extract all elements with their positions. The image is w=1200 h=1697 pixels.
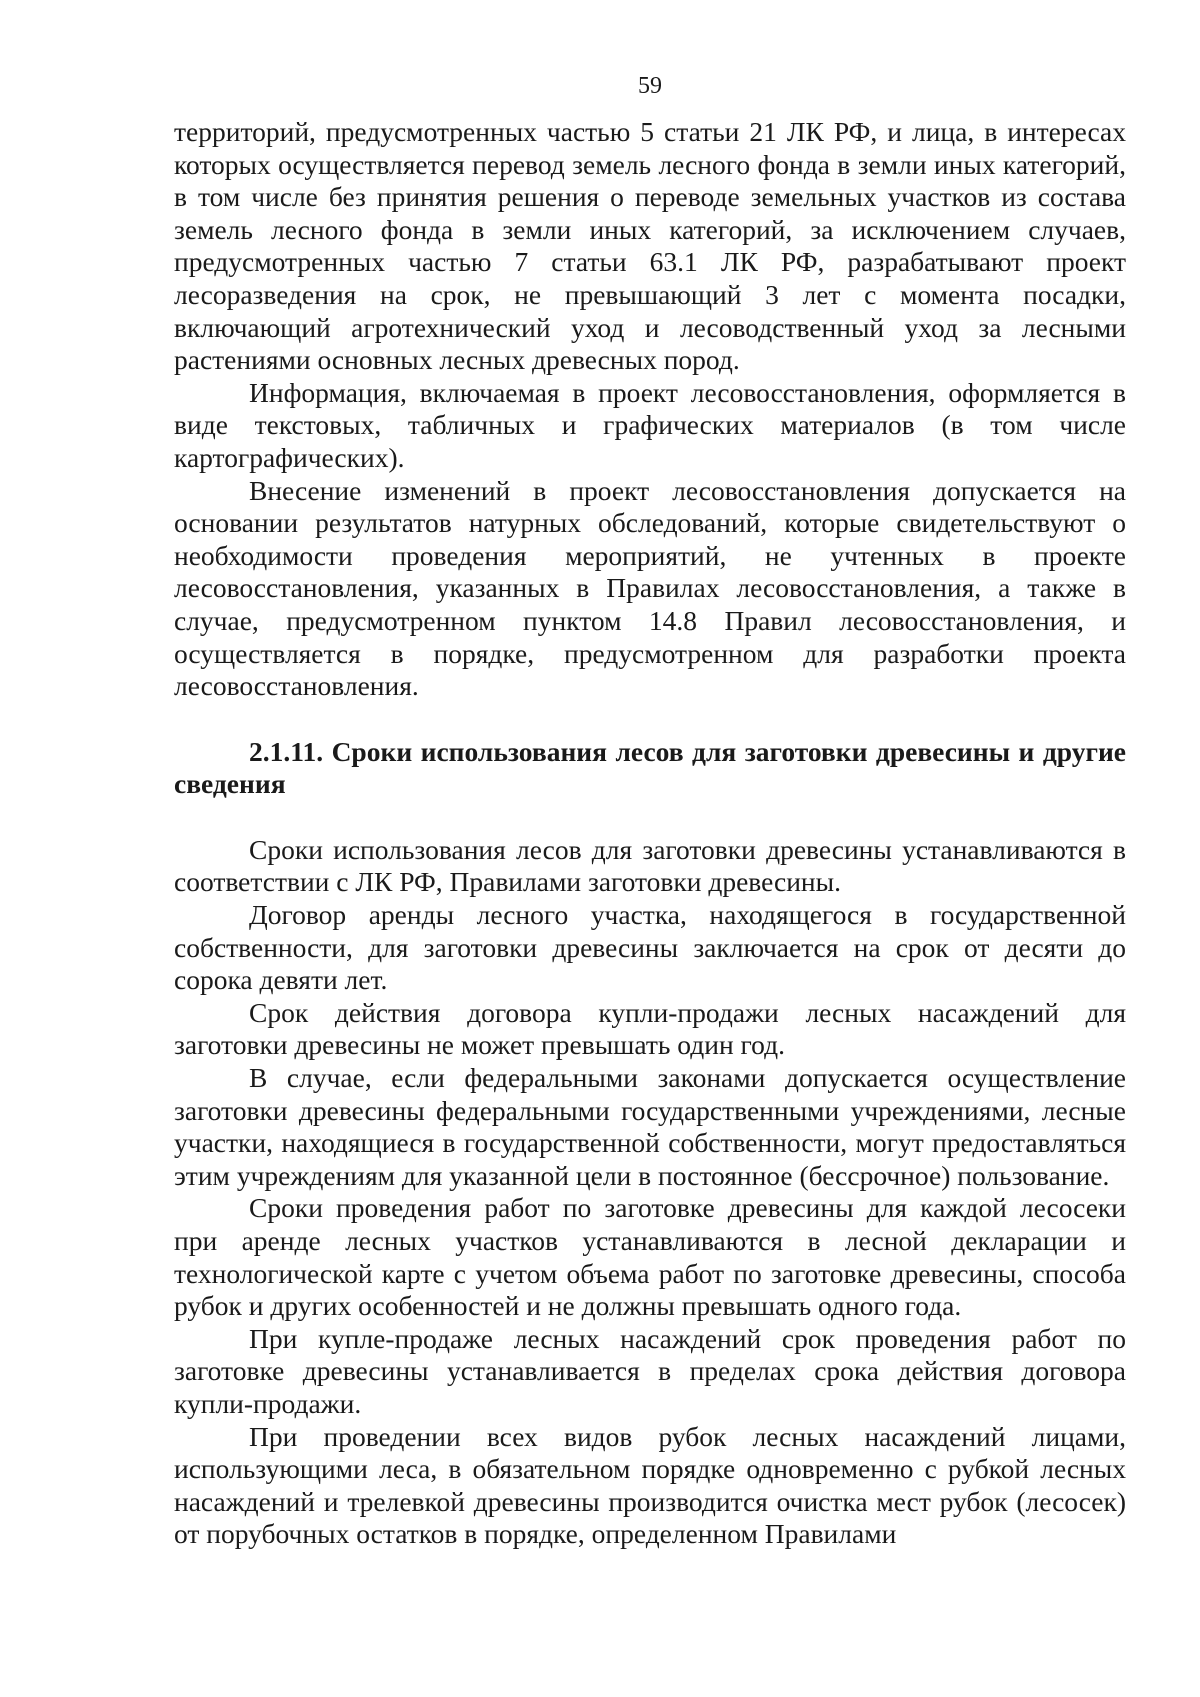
paragraph: Сроки проведения работ по заготовке древесины для каждой лесосеки при аренде лесных участков устанавливаются в лесной декларации и технологической карте с учетом объема работ по заготовке древесины, способа рубок и других особенностей и не должны превышать одного года. [174,1192,1126,1322]
paragraph: В случае, если федеральными законами допускается осуществление заготовки древесины федеральными государственными учреждениями, лесные участки, находящиеся в государственной собственности, могут предоставляться этим учреждениям для указанной цели в постоянное (бессрочное) пользование. [174,1062,1126,1191]
paragraph: Договор аренды лесного участка, находящегося в государственной собственности, для заготовки древесины заключается на срок от десяти до сорока девяти лет. [174,899,1126,996]
paragraph: Информация, включаемая в проект лесовосстановления, оформляется в виде текстовых, табличных и графических материалов (в том числе картографических). [174,376,1126,473]
paragraph: Срок действия договора купли-продажи лесных насаждений для заготовки древесины не может превышать один год. [174,996,1126,1061]
section-heading: 2.1.11. Сроки использования лесов для заготовки древесины и другие сведения [174,735,1126,800]
paragraph: Сроки использования лесов для заготовки древесины устанавливаются в соответствии с ЛК РФ, Правилами заготовки древесины. [174,833,1126,898]
paragraph: Внесение изменений в проект лесовосстановления допускается на основании результатов натурных обследований, которые свидетельствуют о необходимости проведения мероприятий, не учтенных в проекте лесовосстановления, указанных в Правилах лесовосстановления, а также в случае, предусмотренном пунктом 14.8 Правил лесовосстановления, и осуществляется в порядке, предусмотренном для разработки проекта лесовосстановления. [174,474,1126,702]
spacer [174,801,1126,834]
document-body [174,116,1126,1551]
paragraph-continuation: территорий, предусмотренных частью 5 статьи 21 ЛК РФ, и лица, в интересах которых осуществляется перевод земель лесного фонда в земли иных категорий, в том числе без принятия решения о переводе земельных участков из состава земель лесного фонда в земли иных категорий, за исключением случаев, предусмотренных частью 7 статьи 63.1 ЛК РФ, разрабатывают проект лесоразведения на срок, не превышающий 3 лет с момента посадки, включающий агротехнический уход и лесоводственный уход за лесными растениями основных лесных древесных пород. [174,116,1126,376]
paragraph-truncated: При проведении всех видов рубок лесных насаждений лицами, использующими леса, в обязательном порядке одновременно с рубкой лесных насаждений и трелевкой древесины производится очистка мест рубок (лесосек) от порубочных остатков в порядке, определенном Правилами [174,1420,1126,1550]
paragraph: При купле-продаже лесных насаждений срок проведения работ по заготовке древесины устанавливается в пределах срока действия договора купли-продажи. [174,1322,1126,1419]
page-number: 59 [638,73,662,99]
